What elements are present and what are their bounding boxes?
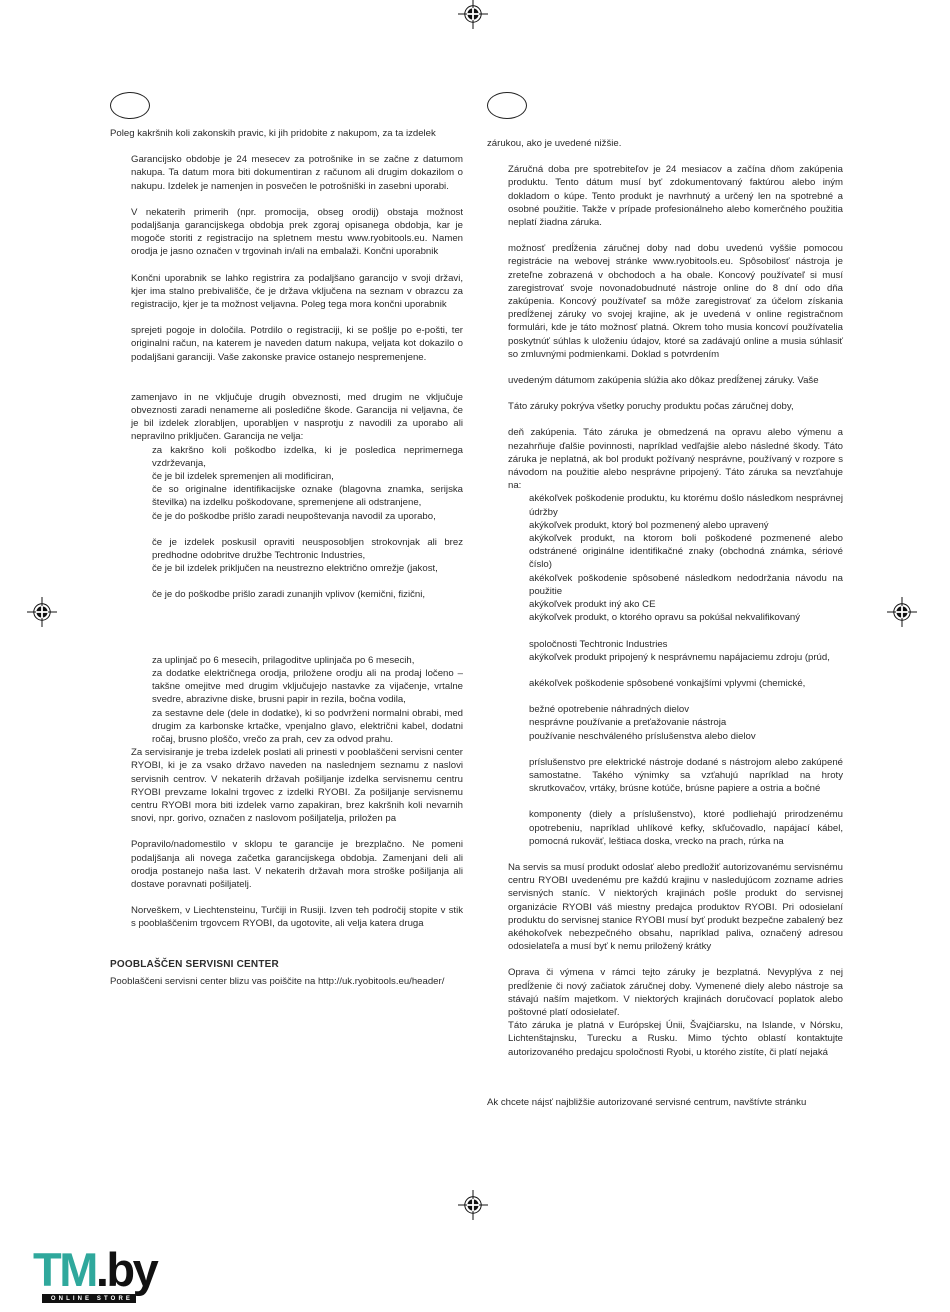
list-item: akékoľvek poškodenie spôsobené vonkajšími vplyvmi (chemické, (529, 677, 806, 689)
paragraph: Poleg kakršnih koli zakonskih pravic, ki jih pridobite z nakupom, za ta izdelek (110, 128, 436, 139)
list-item: če je do poškodbe prišlo zaradi neupoštevanja navodil za uporabo, (152, 510, 436, 522)
tmby-logo-tm: TM (33, 1243, 96, 1296)
paragraph: Popravilo/nadomestilo v sklopu te garancije je brezplačno. Ne pomeni podaljšanja ali novega začetka garancijskega obdobja. Zamenjani deli ali orodja postanejo naša last. V nekaterih državah mora stroške pošiljanja ali dostave poravnati pošiljatelj. (131, 839, 463, 890)
list-item: spoločnosti Techtronic Industries (529, 638, 668, 650)
list-item: akýkoľvek produkt, o ktorého opravu sa pokúšal nekvalifikovaný (529, 612, 801, 624)
list-item: akýkoľvek produkt, ktorý bol pozmenený alebo upravený (529, 519, 769, 531)
right-column (487, 92, 843, 1109)
list-item: akékoľvek poškodenie produktu, ku ktorému došlo následkom nesprávnej údržby (529, 493, 843, 518)
list-item: če je bil izdelek spremenjen ali modificiran, (152, 471, 334, 483)
list-item: akýkoľvek produkt, na ktorom boli poškodené pozmenené alebo odstránené originálne identifikačné znaky (obchodná známka, sériové číslo) (529, 533, 843, 571)
paragraph: deň zakúpenia. Táto záruka je obmedzená na opravu alebo výmenu a nezahrňuje ďalšie povinnosti, napríklad vedľajšie alebo následné škody. Táto záruka je neplatná, ak bol produkt požívaný nesprávne, používaný v rozpore s návodom na použitie alebo nesprávne pripojený. Táto záruka sa nevzťahuje na: (508, 427, 843, 492)
paragraph: Končni uporabnik se lahko registrira za podaljšano garancijo v svoji državi, kjer ima stalno prebivališče, če je država vključena na seznam v obrazcu za registracijo, kjer je ta možnost veljavna. Poleg tega mora končni uporabnik (131, 272, 463, 311)
list-item: za uplinjač po 6 mesecih, prilagoditve uplinjača po 6 mesecih, (152, 654, 415, 666)
section-heading: POOBLAŠČEN SERVISNI CENTER (110, 958, 279, 970)
registration-mark-icon (458, 1190, 488, 1220)
left-column (110, 92, 463, 988)
registration-mark-icon (27, 597, 57, 627)
paragraph: Za servisiranje je treba izdelek poslati ali prinesti v pooblaščeni servisni center RYOBI, ki je za vsako državo naveden na naslednjem seznamu z naslovi servisnih centrov. V nekaterih državah pošiljanje izdelka servisnemu centru RYOBI prevzame lokalni trgovec z izdelki RYOBI. Za pošiljanje servisnemu centru RYOBI mora biti izdelek varno zapakiran, brez kakršnih koli nevarnih snovi, npr. gorivo, označen z naslovom pošiljatelja, priložen pa (131, 747, 463, 825)
list-item: za dodatke električnega orodja, priložene orodju ali na prodaj ločeno – takšne omejitve med drugim vključujejo nastavke za vijačenje, vrtalne svedre, abrazivne diske, brusni papir in rezila, bočna vodila, (152, 667, 463, 706)
paragraph: Táto záruka je platná v Európskej Únii, Švajčiarsku, na Islande, v Nórsku, Lichtenštajnsku, Turecku a Rusku. Mimo týchto oblastí kontaktujte autorizovaného predajcu spoločnosti Ryobi, u ktorého zistíte, či platí nejaká (508, 1020, 843, 1058)
list-item: príslušenstvo pre elektrické nástroje dodané s nástrojom alebo zakúpené samostatne. Takého výnimky sa vzťahujú napríklad na hroty skrutkovačov, vrtáky, brúsne kotúče, brúsne papiere a ostria a bočné (529, 756, 843, 795)
paragraph: Na servis sa musí produkt odoslať alebo predložiť autorizovanému servisnému centru RYOBI uvedenému pre každú krajinu v nasledujúcom zozname adries servisných staníc. V niektorých krajinách pošle produkt do servisnej organizácie RYOBI váš miestny predajca produktov RYOBI. Pri odosielaní produktu do servisnej stanice RYOBI musí byť produkt bezpečne zabalený bez akéhokoľvek nebezpečného obsahu, napríklad paliva, označený adresou odosielateľa a musí byť k nemu priložený krátky (508, 861, 843, 953)
paragraph: zamenjavo in ne vključuje drugih obveznosti, med drugim ne vključuje obveznosti zaradi nenamerne ali posledične škode. Garancija ni veljavna, če je bil izdelek zlorabljen, uporabljen v nasprotju z navodili za uporabo ali nepravilno priključen. Garancija ne velja: (131, 391, 463, 443)
list-item: če je bil izdelek priključen na neustrezno električno omrežje (jakost, (152, 563, 438, 575)
tmby-logo-text (33, 1243, 157, 1296)
list-item: používanie neschváleného príslušenstva alebo dielov (529, 730, 756, 742)
paragraph: Záručná doba pre spotrebiteľov je 24 mesiacov a začína dňom zakúpenia produktu. Tento dátum musí byť zdokumentovaný faktúrou alebo iným dokladom o kúpe. Tento produkt je navrhnutý a určený len na spotrebné a osobné použitie. Takže v prípade profesionálneho alebo komerčného použitia neplatí žiadna záruka. (508, 164, 843, 229)
tmby-logo-by: .by (95, 1243, 157, 1296)
list-item: če so originalne identifikacijske oznake (blagovna znamka, serijska številka) na izdelku poškodovane, spremenjene ali odstranjene, (152, 484, 463, 509)
paragraph: zárukou, ako je uvedené nižšie. (487, 138, 622, 149)
list-item: akékoľvek poškodenie spôsobené následkom nedodržania návodu na použitie (529, 572, 843, 597)
paragraph: Norveškem, v Liechtensteinu, Turčiji in Rusiji. Izven teh področij stopite v stik s pooblaščenim trgovcem RYOBI, da ugotovite, ali velja katera druga (131, 905, 463, 930)
tmby-logo (33, 1243, 157, 1303)
list-item: nesprávne používanie a preťažovanie nástroja (529, 717, 727, 729)
list-item: za sestavne dele (dele in dodatke), ki so podvrženi normalni obrabi, med drugim za karbonske krtačke, vpenjalno glavo, električni kabel, dodatni ročaj, brusno ploščo, vrečo za prah, cev za odvod prahu. (152, 707, 463, 745)
paragraph: možnosť predĺženia záručnej doby nad dobu uvedenú vyššie pomocou registrácie na webovej stránke www.ryobitools.eu. Spôsobilosť nástroja je zreteľne zobrazená v obchodoch a ha obale. Koncový používateľ si musí zaregistrovať svoje novonadobudnuté nástroje online do 8 dní odo dňa zakúpenia. Koncový používateľ sa môže zaregistrovať za účelom získania predĺženej záruky vo svojej krajine, ak je uvedená v online registračnom formulári, kde je táto možnosť platná. Okrem toho musia koncoví používatelia poskytnúť súhlas k uloženiu údajov, ktoré sa zadávajú online a musia súhlasiť so zmluvnými podmienkami. Doklad s potvrdením (508, 243, 843, 360)
registration-mark-icon (458, 0, 488, 29)
list-item: akýkoľvek produkt pripojený k nesprávnemu napájaciemu zdroju (prúd, (529, 651, 830, 663)
list-item: za kakršno koli poškodbo izdelka, ki je posledica neprimernega vzdrževanja, (152, 444, 463, 469)
paragraph: Pooblaščeni servisni center blizu vas poiščite na http://uk.ryobitools.eu/header/ (110, 975, 445, 987)
registration-mark-icon (887, 597, 917, 627)
list-item: komponenty (diely a príslušenstvo), ktoré podliehajú prirodzenému opotrebeniu, napríklad uhlíkové kefky, skľučovadlo, napájací kábel, pomocná rukoväť, leštiaca doska, vrecko na prach, rúrka na (529, 809, 843, 847)
paragraph: Oprava či výmena v rámci tejto záruky je bezplatná. Nevyplýva z nej predĺženie či nový začiatok záručnej doby. Vymenené diely alebo nástroje sa stávajú naším majetkom. V niektorých krajinách doručovací poplatok alebo poštovné platí odosielateľ. (508, 967, 843, 1018)
paragraph: Ak chcete nájsť najbližšie autorizované servisné centrum, navštívte stránku (487, 1096, 807, 1108)
paragraph: Táto záruky pokrýva všetky poruchy produktu počas záručnej doby, (508, 401, 794, 413)
language-oval-icon (110, 92, 150, 119)
paragraph: uvedeným dátumom zakúpenia slúžia ako dôkaz predĺženej záruky. Vaše (508, 375, 819, 387)
paragraph: Garancijsko obdobje je 24 mesecev za potrošnike in se začne z datumom nakupa. Ta datum mora biti dokumentiran z računom ali drugim dokazilom o nakupu. Izdelek je namenjen in posvečen le potrošniški in zasebni uporabi. (131, 154, 463, 192)
language-oval-icon (487, 92, 527, 119)
list-item: bežné opotrebenie náhradných dielov (529, 704, 690, 716)
list-item: če je izdelek poskusil opraviti neusposobljen strokovnjak ali brez predhodne odobritve družbe Techtronic Industries, (152, 536, 463, 562)
list-item: akýkoľvek produkt iný ako CE (529, 599, 656, 611)
paragraph: V nekaterih primerih (npr. promocija, obseg orodij) obstaja možnost podaljšanja garancijskega obdobja prek zgoraj opisanega obdobja, kar je mogoče storiti z registracijo na spletnem mestu www.ryobitools.eu. Namen orodja je jasno označen v trgovinah in/ali na embalaži. Končni uporabnik (131, 206, 463, 258)
paragraph: sprejeti pogoje in določila. Potrdilo o registraciji, ki se pošlje po e-pošti, ter originalni račun, na katerem je naveden datum nakupa, veljata kot dokazilo o podaljšani garanciji. Vaše zakonske pravice ostanejo nespremenjene. (131, 325, 463, 363)
list-item: če je do poškodbe prišlo zaradi zunanjih vplivov (kemični, fizični, (152, 589, 426, 601)
tmby-logo-tagline: ONLINE STORE (42, 1294, 136, 1303)
